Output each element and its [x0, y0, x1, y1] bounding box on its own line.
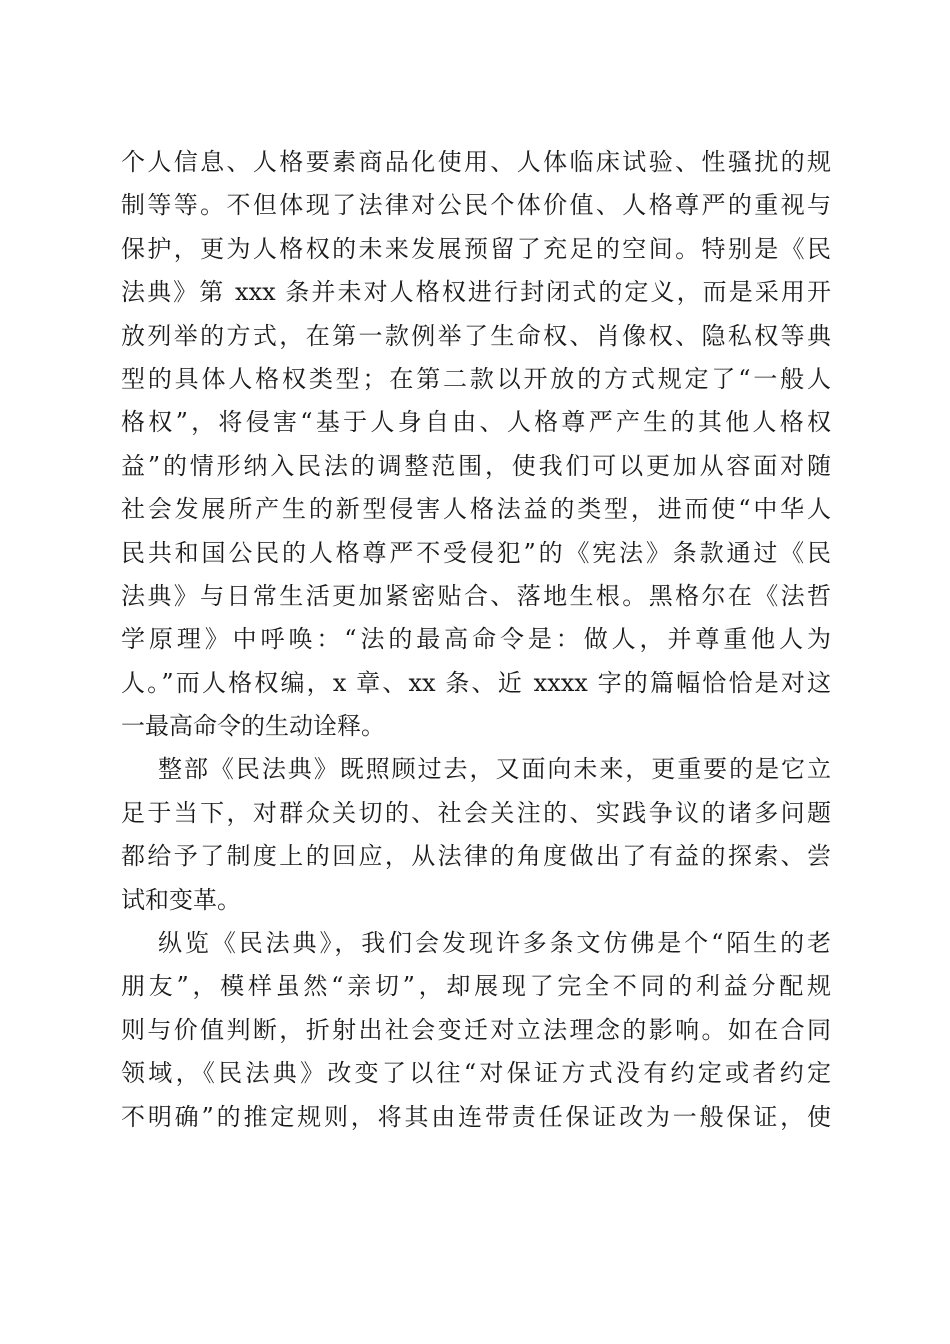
text-line: 足于当下，对群众关切的、社会关注的、实践争议的诸多问题: [121, 798, 831, 827]
text-line: 一最高命令的生动诠释。: [121, 712, 385, 741]
text-line: 型的具体人格权类型；在第二款以开放的方式规定了“一般人: [121, 364, 831, 393]
text-line: 个人信息、人格要素商品化使用、人体临床试验、性骚扰的规: [121, 148, 831, 176]
document-body: [121, 141, 831, 1139]
text-line: 放列举的方式，在第一款例举了生命权、肖像权、隐私权等典: [121, 321, 831, 350]
paragraph-first-line: 纵览《民法典》，我们会发现许多条文仿佛是个“陌生的老: [158, 929, 831, 958]
text-line: 试和变革。: [121, 885, 241, 914]
paragraph-first-line: 整部《民法典》既照顾过去，又面向未来，更重要的是它立: [158, 755, 831, 784]
text-line: 人。”而人格权编，x 章、xx 条、近 xxxx 字的篇幅恰恰是对这: [121, 668, 831, 697]
text-line: 都给予了制度上的回应，从法律的角度做出了有益的探索、尝: [121, 842, 831, 871]
text-line: 保护，更为人格权的未来发展预留了充足的空间。特别是《民: [121, 234, 831, 263]
text-line: 制等等。不但体现了法律对公民个体价值、人格尊严的重视与: [121, 191, 831, 220]
text-line: 法典》与日常生活更加紧密贴合、落地生根。黑格尔在《法哲: [121, 581, 831, 610]
text-line: 学原理》中呼唤：“法的最高命令是：做人，并尊重他人为: [121, 625, 831, 654]
text-line: 社会发展所产生的新型侵害人格法益的类型，进而使“中华人: [121, 495, 831, 524]
text-line: 则与价值判断，折射出社会变迁对立法理念的影响。如在合同: [121, 1015, 831, 1044]
text-line: 领域，《民法典》改变了以往“对保证方式没有约定或者约定: [121, 1059, 831, 1088]
text-line: 格权”，将侵害“基于人身自由、人格尊严产生的其他人格权: [121, 408, 831, 437]
text-line: 民共和国公民的人格尊严不受侵犯”的《宪法》条款通过《民: [121, 538, 831, 567]
text-line: 益”的情形纳入民法的调整范围，使我们可以更加从容面对随: [121, 451, 831, 480]
text-line: 法典》第 xxx 条并未对人格权进行封闭式的定义，而是采用开: [121, 278, 831, 307]
text-line: 朋友”，模样虽然“亲切”，却展现了完全不同的利益分配规: [121, 972, 831, 1001]
text-line: 不明确”的推定规则，将其由连带责任保证改为一般保证，使: [121, 1102, 831, 1131]
